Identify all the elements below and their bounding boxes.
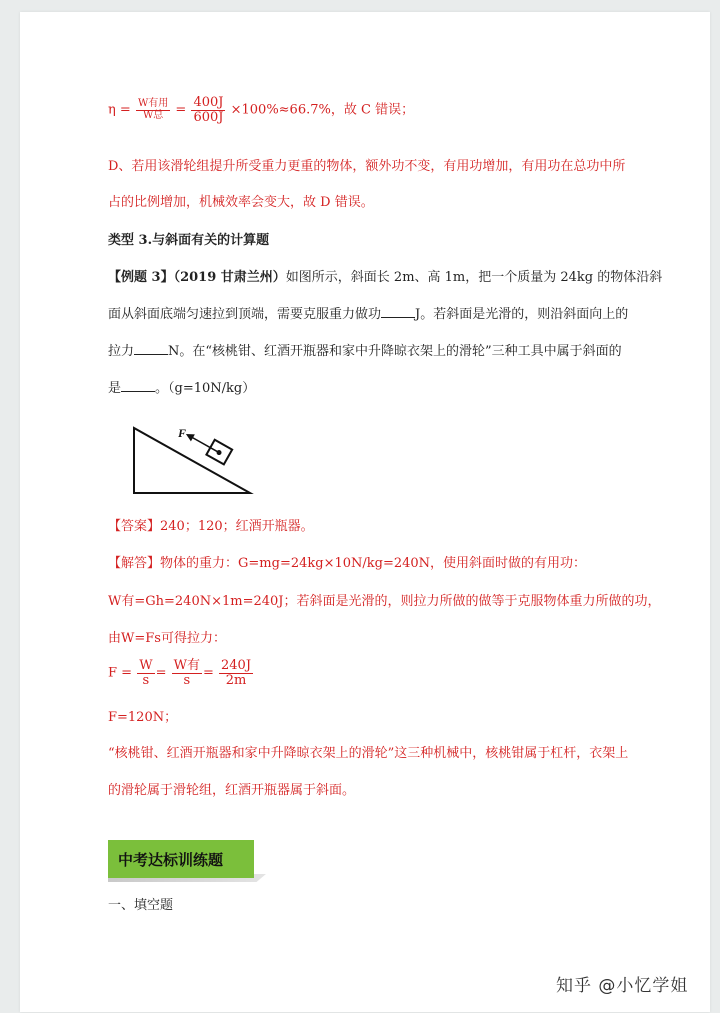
efficiency-denominator: 600J <box>193 109 224 125</box>
example-line2-a: 面从斜面底端匀速拉到顶端，需要克服重力做功 <box>108 307 382 322</box>
example-line4-b: 。（g=10N/kg） <box>155 381 256 396</box>
example-line3-b: N。在“核桃钳、红酒开瓶器和家中升降晾衣架上的滑轮”三种工具中属于斜面的 <box>168 344 622 359</box>
section-title: 类型 3.与斜面有关的计算题 <box>108 233 270 248</box>
force-label: F <box>178 426 187 440</box>
s-symbol-2: s <box>183 672 191 688</box>
example-line3 <box>108 340 622 359</box>
solution-line2: W有=Gh=240N×1m=240J；若斜面是光滑的，则拉力所做的做等于克服物体重力所做的功， <box>108 594 661 609</box>
solution-line1-text: 物体的重力：G=mg=24kg×10N/kg=240N，使用斜面时做的有用功： <box>160 556 587 571</box>
example-line2 <box>108 303 628 322</box>
force-result: F=120N； <box>108 710 178 725</box>
solution-line3: 由W=Fs可得拉力： <box>108 631 226 646</box>
option-d-line2: 占的比例增加，机械效率会变大，故 D 错误。 <box>108 195 374 210</box>
solution-tag: 【解答】 <box>108 556 161 571</box>
numeric-fraction <box>219 659 253 687</box>
eta-symbol: η = <box>108 102 131 118</box>
w-useful-symbol: W有 <box>173 658 200 673</box>
section-banner: 中考达标训练题 <box>108 840 254 878</box>
example-text: 如图所示，斜面长 2m、高 1m，把一个质量为 24kg 的物体沿斜 <box>285 270 663 285</box>
force-formula: F = $\frac{W}{s}$ = $\frac{\text{W有}}{s}$ = $\frac{240J}{2m}$ <box>108 658 252 688</box>
solution-line5: “核桃钳、红酒开瓶器和家中升降晾衣架上的滑轮”这三种机械中，核桃钳属于杠杆，衣架上 <box>108 746 629 761</box>
example-tag: 【例题 3】 <box>108 270 174 285</box>
numeric-denominator: 2m <box>225 672 247 688</box>
efficiency-numerator: 400J <box>193 95 224 110</box>
w-symbol: W <box>139 658 153 673</box>
subsection-title: 一、填空题 <box>108 898 174 913</box>
solution-line6: 的滑轮属于滑轮组，红酒开瓶器属于斜面。 <box>108 783 356 798</box>
example-line1 <box>108 266 662 285</box>
answer-tag: 【答案】 <box>108 519 161 534</box>
w-useful: W有用 <box>137 98 169 110</box>
w-useful-over-s-fraction <box>172 659 202 687</box>
example-line2-b: J。若斜面是光滑的，则沿斜面向上的 <box>415 307 629 322</box>
s-symbol: s <box>142 672 150 688</box>
useful-over-total-fraction <box>136 99 170 121</box>
option-d-line1: D、若用该滑轮组提升所受重力更重的物体，额外功不变，有用功增加，有用功在总功中所 <box>108 159 626 174</box>
efficiency-conclusion: ×100%≈66.7%，故 C 错误； <box>230 102 415 118</box>
answer-blank-3 <box>121 381 155 392</box>
incline-figure <box>128 420 258 500</box>
answer-line <box>108 515 314 534</box>
answer-text: 240；120；红酒开瓶器。 <box>160 519 314 534</box>
efficiency-formula <box>108 96 414 124</box>
answer-blank-2 <box>134 344 168 355</box>
example-source: （2019 甘肃兰州） <box>173 270 286 285</box>
answer-blank-1 <box>381 307 415 318</box>
example-line4 <box>108 377 255 396</box>
watermark: 知乎 @小忆学姐 <box>556 976 689 996</box>
solution-line1 <box>108 552 586 571</box>
w-total: W总 <box>142 109 164 121</box>
value-fraction <box>191 96 225 124</box>
example-line3-a: 拉力 <box>108 344 135 359</box>
example-line4-a: 是 <box>108 381 122 396</box>
w-over-s-fraction <box>137 659 154 687</box>
equals-sign: = <box>175 102 187 118</box>
numeric-numerator: 240J <box>221 658 252 673</box>
force-lhs: F = <box>108 665 133 681</box>
